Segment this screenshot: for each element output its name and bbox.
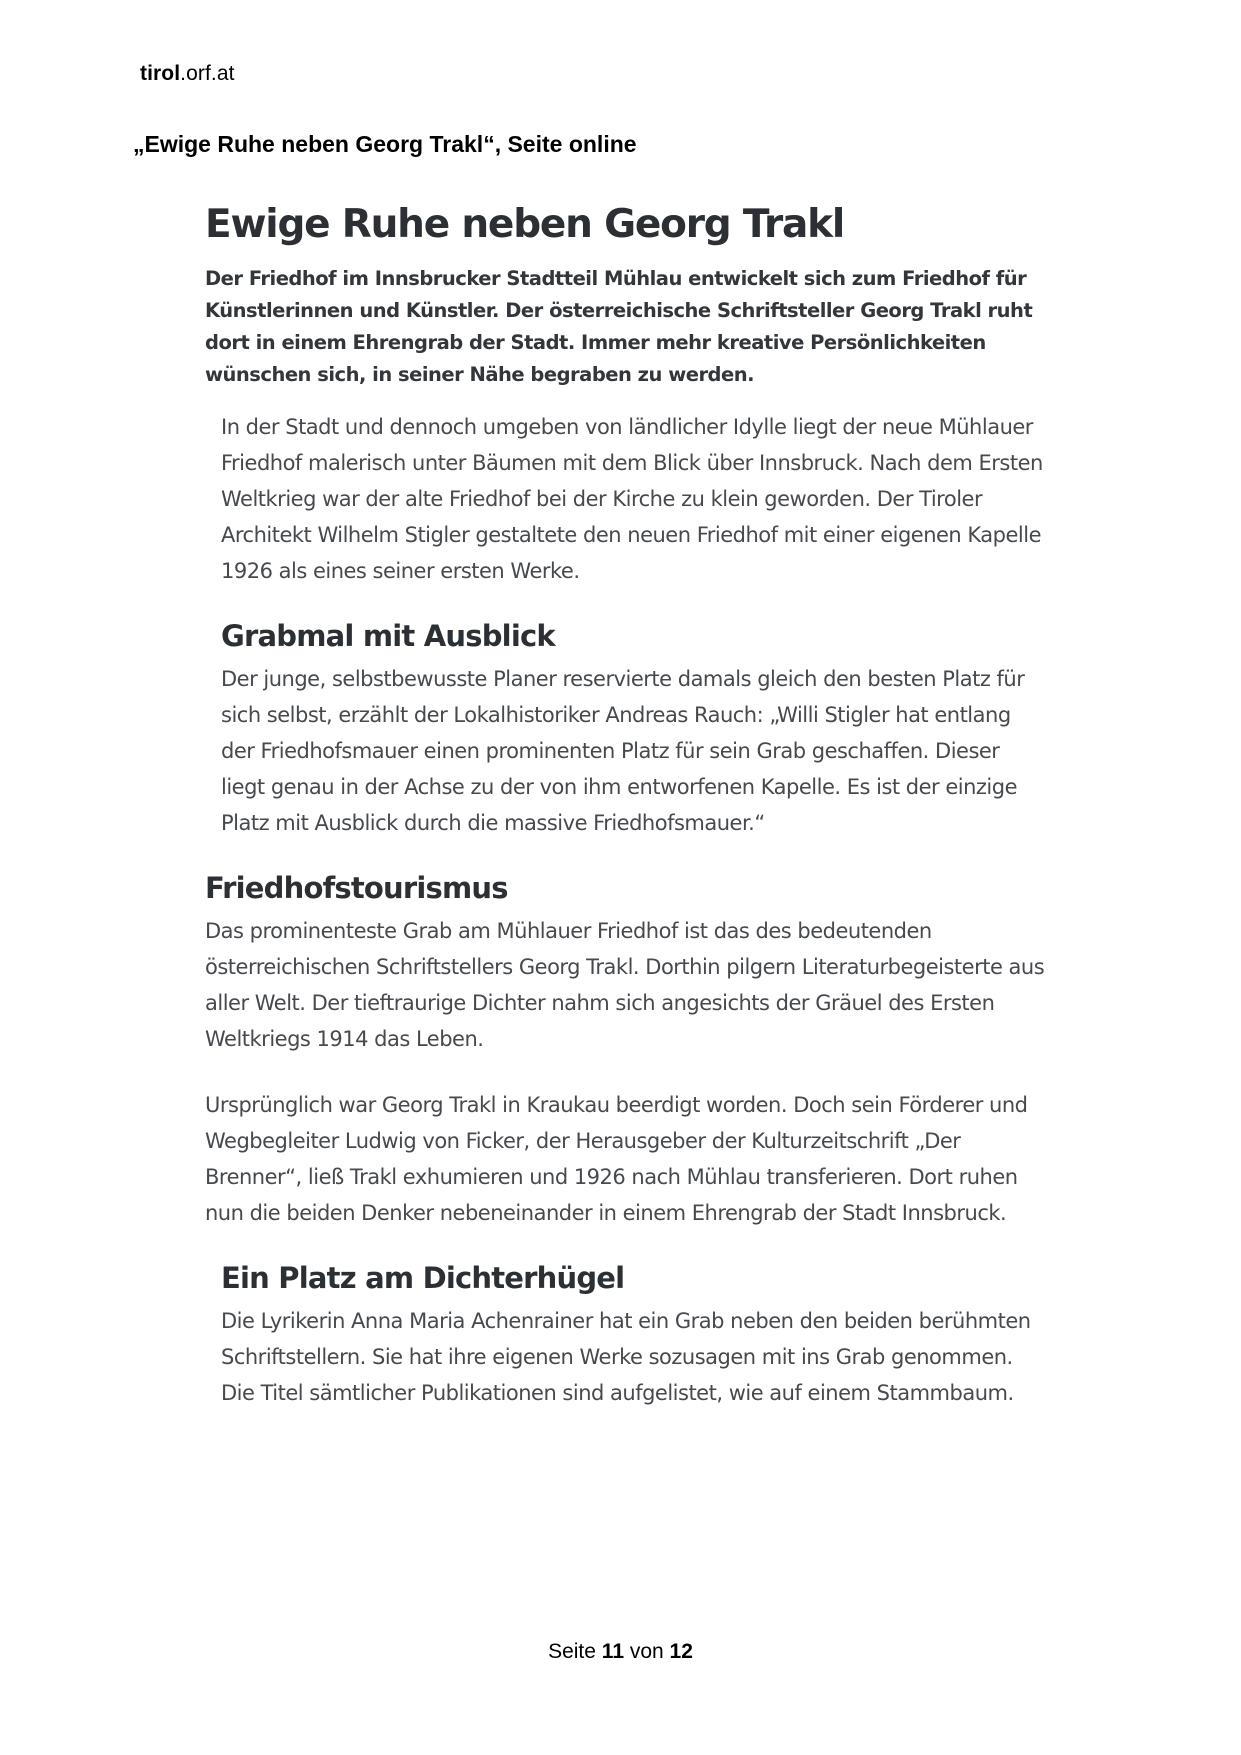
section-heading: Friedhofstourismus (205, 870, 508, 905)
site-name-rest: .orf.at (180, 62, 235, 85)
page-footer (0, 1640, 1241, 1664)
article-section (205, 1261, 1045, 1411)
article-section (205, 409, 1045, 589)
section-paragraph: Das prominenteste Grab am Mühlauer Friedhof ist das des bedeutenden österreichischen Schriftstellers Georg Trakl. Dorthin pilgern Literaturbegeisterte aus aller Welt. Der tieftraurige Dichter nahm sich angesichts der Gräuel des Ersten Weltkriegs 1914 das Leben. (205, 918, 1045, 1051)
article-lead: Der Friedhof im Innsbrucker Stadtteil Mühlau entwickelt sich zum Friedhof für Künstlerinnen und Künstler. Der österreichische Schriftsteller Georg Trakl ruht dort in einem Ehrengrab der Stadt. Immer mehr kreative Persönlichkeiten wünschen sich, in seiner Nähe begraben zu werden. (205, 266, 1033, 386)
footer-page-total: 12 (669, 1640, 693, 1663)
footer-label-page: Seite (548, 1640, 596, 1663)
section-heading: Ein Platz am Dichterhügel (221, 1260, 625, 1295)
section-paragraph: Der junge, selbstbewusste Planer reservierte damals gleich den besten Platz für sich selbst, erzählt der Lokalhistoriker Andreas Rauch: „Willi Stigler hat entlang der Friedhofsmauer einen prominenten Platz für sein Grab geschaffen. Dieser liegt genau in der Achse zu der von ihm entworfenen Kapelle. Es ist der einzige Platz mit Ausblick durch die massive Friedhofsmauer.“ (221, 666, 1025, 835)
article-section (205, 619, 1045, 841)
article-sections (205, 409, 1045, 1411)
footer-page-current: 11 (601, 1640, 624, 1663)
article-section (205, 871, 1045, 1231)
footer-label-of: von (629, 1640, 664, 1663)
article-title: Ewige Ruhe neben Georg Trakl (205, 202, 845, 247)
document-title: „Ewige Ruhe neben Georg Trakl“, Seite online (133, 131, 637, 157)
site-header (140, 62, 235, 86)
site-name-bold: tirol (140, 62, 181, 85)
section-paragraph: In der Stadt und dennoch umgeben von ländlicher Idylle liegt der neue Mühlauer Friedhof malerisch unter Bäumen mit dem Blick über Innsbruck. Nach dem Ersten Weltkrieg war der alte Friedhof bei der Kirche zu klein geworden. Der Tiroler Architekt Wilhelm Stigler gestaltete den neuen Friedhof mit einer eigenen Kapelle 1926 als eines seiner ersten Werke. (221, 414, 1043, 583)
section-paragraph: Ursprünglich war Georg Trakl in Kraukau beerdigt worden. Doch sein Förderer und Wegbegleiter Ludwig von Ficker, der Herausgeber der Kulturzeitschrift „Der Brenner“, ließ Trakl exhumieren und 1926 nach Mühlau transferieren. Dort ruhen nun die beiden Denker nebeneinander in einem Ehrengrab der Stadt Innsbruck. (205, 1092, 1028, 1225)
article (205, 203, 1045, 1441)
section-paragraph: Die Lyrikerin Anna Maria Achenrainer hat ein Grab neben den beiden berühmten Schriftstellern. Sie hat ihre eigenen Werke sozusagen mit ins Grab genommen. Die Titel sämtlicher Publikationen sind aufgelistet, wie auf einem Stammbaum. (221, 1308, 1031, 1405)
section-heading: Grabmal mit Ausblick (221, 618, 555, 653)
